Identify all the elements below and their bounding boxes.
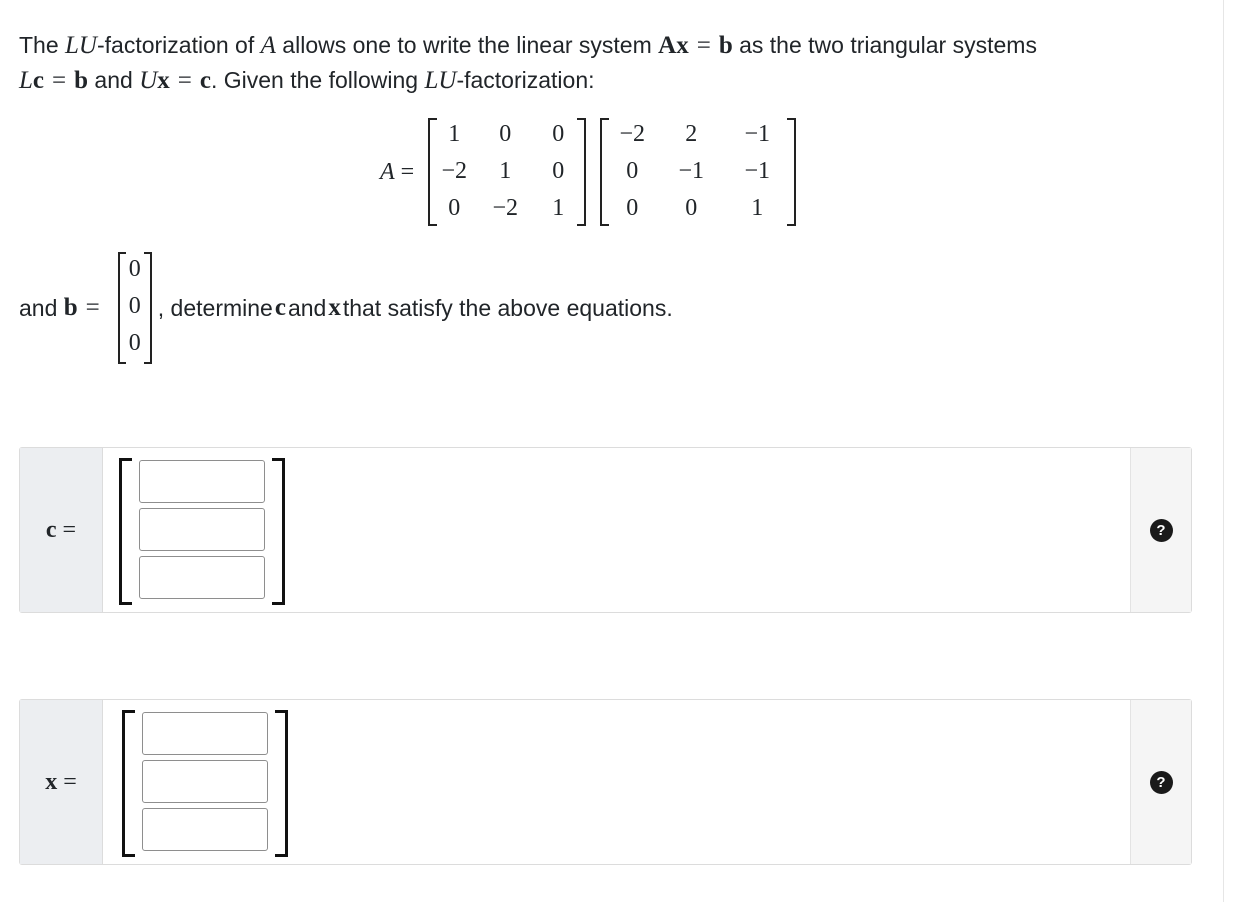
- x-input-1[interactable]: [142, 712, 268, 755]
- problem-statement: [19, 28, 1199, 98]
- u-cell: 1: [751, 195, 764, 221]
- matrix-u: [600, 116, 796, 228]
- answer-c-help-area: [1130, 448, 1191, 612]
- b-vector: [118, 251, 152, 365]
- answer-x-help-area: [1130, 700, 1191, 864]
- l-cell: 0: [499, 121, 512, 147]
- matrix-l: [428, 116, 586, 228]
- l-cell: 0: [448, 195, 461, 221]
- l-cell: −2: [441, 158, 467, 184]
- x-input-3[interactable]: [142, 808, 268, 851]
- right-bracket: [275, 710, 288, 857]
- right-bracket: [272, 458, 285, 605]
- u-cell: 2: [685, 121, 698, 147]
- c-input-matrix: [119, 458, 285, 605]
- l-cell: 1: [499, 158, 512, 184]
- scrollbar-track: [1223, 0, 1224, 902]
- b-vector-statement: and b = 0 0 0 , determine c and x that satisfy the above equations.: [19, 250, 673, 366]
- problem-line-1: The LU-factorization of A allows one to write the linear system Ax = b as the two triangular systems: [19, 32, 1037, 59]
- help-icon[interactable]: ?: [1150, 771, 1173, 794]
- left-bracket: [122, 710, 135, 857]
- left-bracket: [119, 458, 132, 605]
- l-cell: −2: [492, 195, 518, 221]
- problem-line-2: Lc = b and Ux = c. Given the following LU-factorization:: [19, 67, 595, 94]
- x-input-matrix: [122, 710, 288, 857]
- answer-x-label: x =: [20, 700, 103, 864]
- c-input-3[interactable]: [139, 556, 265, 599]
- u-cell: 0: [626, 158, 639, 184]
- l-cell: 1: [552, 195, 565, 221]
- c-input-2[interactable]: [139, 508, 265, 551]
- b-cell: 0: [128, 293, 141, 319]
- x-input-2[interactable]: [142, 760, 268, 803]
- l-cell: 0: [552, 121, 565, 147]
- answer-c-box: [19, 447, 1192, 613]
- b-cell: 0: [128, 330, 141, 356]
- help-icon[interactable]: ?: [1150, 519, 1173, 542]
- l-cell: 1: [448, 121, 461, 147]
- u-cell: −2: [619, 121, 645, 147]
- u-cell: 0: [685, 195, 698, 221]
- answer-c-label: c =: [20, 448, 103, 612]
- answer-x-box: [19, 699, 1192, 865]
- b-cell: 0: [128, 256, 141, 282]
- u-cell: 0: [626, 195, 639, 221]
- matrix-a-label: A =: [380, 158, 415, 185]
- u-cell: −1: [744, 121, 770, 147]
- l-cell: 0: [552, 158, 565, 184]
- lu-factorization-equation: [380, 116, 796, 228]
- u-cell: −1: [744, 158, 770, 184]
- u-cell: −1: [678, 158, 704, 184]
- c-input-1[interactable]: [139, 460, 265, 503]
